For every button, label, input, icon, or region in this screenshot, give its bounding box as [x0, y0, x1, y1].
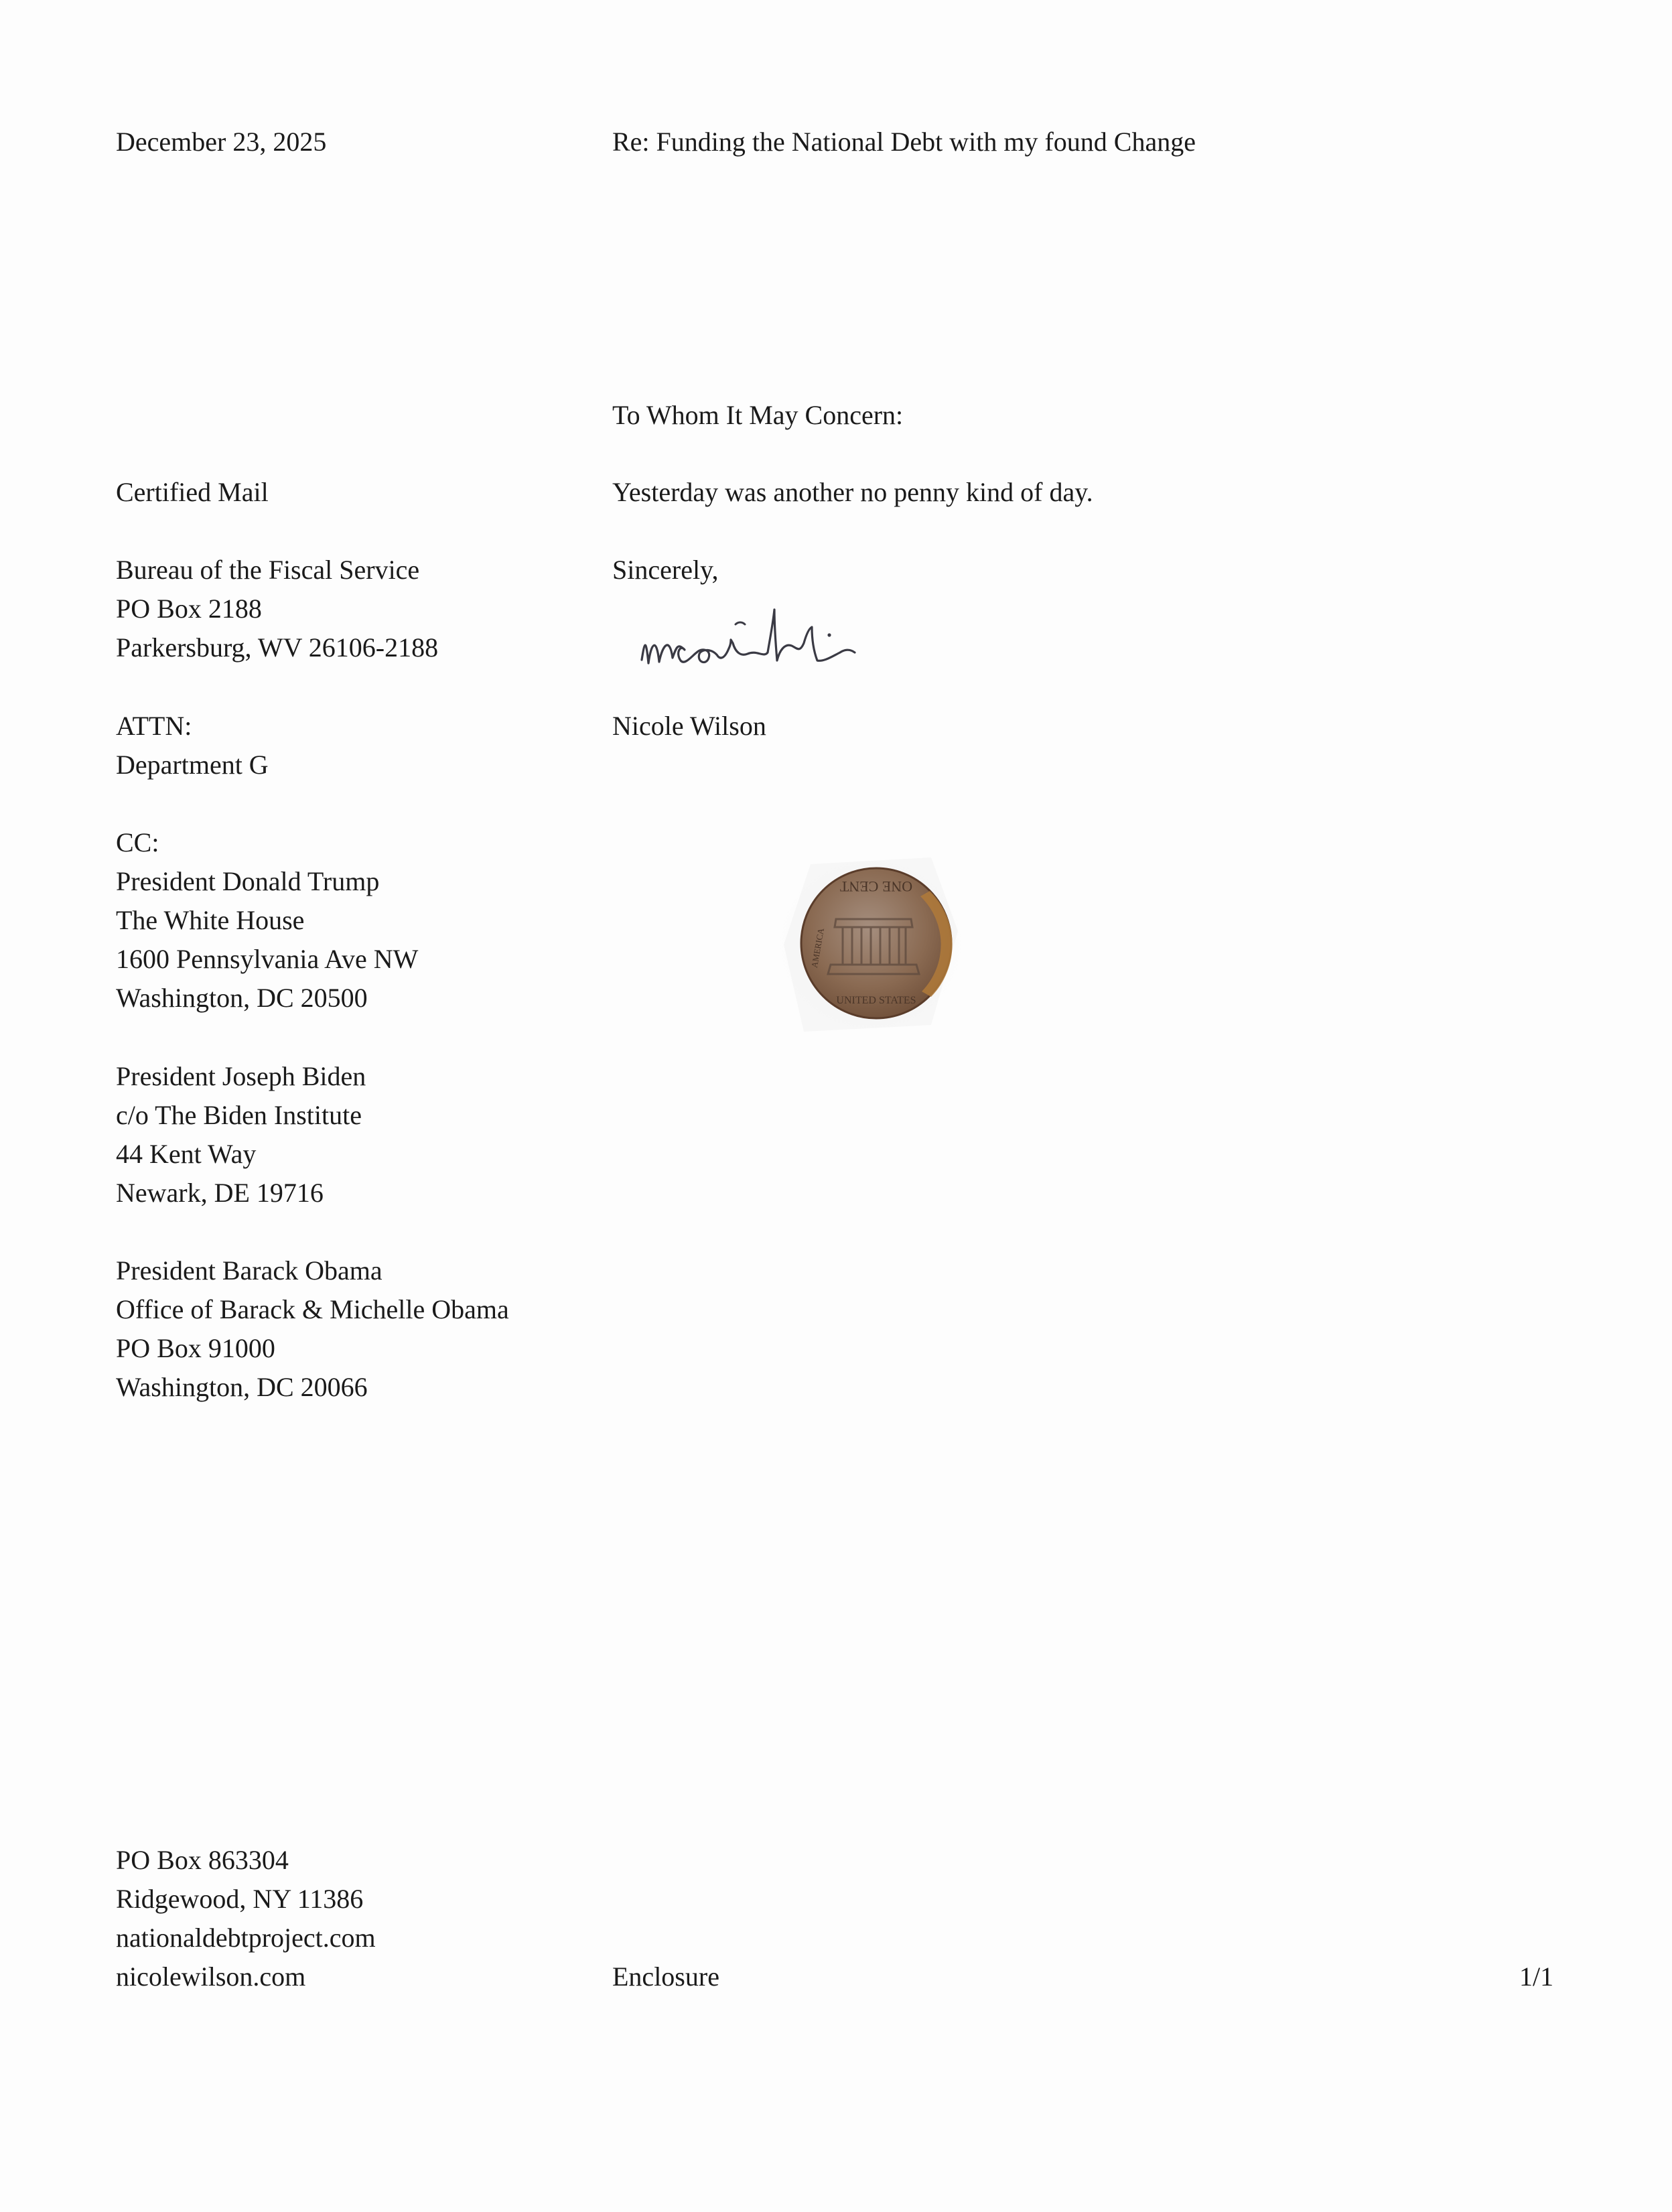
letter-body: Yesterday was another no penny kind of day.	[612, 477, 1093, 507]
letter-subject: Re: Funding the National Debt with my found Change	[612, 127, 1196, 157]
penny-enclosure-image	[764, 837, 978, 1052]
cc-line: c/o The Biden Institute	[116, 1100, 362, 1130]
letter-date: December 23, 2025	[116, 127, 327, 157]
cc-block-biden	[116, 1057, 366, 1213]
attn-label: ATTN:	[116, 711, 192, 741]
cc-line: 44 Kent Way	[116, 1139, 257, 1169]
coin-inscription-top: ONE CENT	[839, 878, 913, 895]
cc-label: CC:	[116, 827, 159, 857]
cc-line: Office of Barack & Michelle Obama	[116, 1294, 509, 1324]
sender-line: PO Box 863304	[116, 1845, 289, 1875]
cc-line: PO Box 91000	[116, 1333, 275, 1363]
recipient-address	[116, 551, 438, 667]
recipient-line: PO Box 2188	[116, 594, 262, 624]
delivery-method: Certified Mail	[116, 477, 269, 507]
coin-inscription-side: AMERICA	[809, 927, 827, 969]
cc-block-obama	[116, 1251, 509, 1407]
sender-address	[116, 1841, 376, 1996]
attn-block	[116, 707, 269, 784]
cc-line: The White House	[116, 905, 305, 935]
sender-line: Ridgewood, NY 11386	[116, 1884, 364, 1914]
signer-name: Nicole Wilson	[612, 711, 766, 741]
cc-line: Newark, DE 19716	[116, 1178, 324, 1208]
attn-value: Department G	[116, 750, 269, 780]
cc-line: Washington, DC 20500	[116, 983, 368, 1013]
recipient-line: Bureau of the Fiscal Service	[116, 555, 420, 585]
cc-line: 1600 Pennsylvania Ave NW	[116, 944, 419, 974]
sender-line: nationaldebtproject.com	[116, 1923, 376, 1953]
cc-line: Washington, DC 20066	[116, 1372, 368, 1402]
closing: Sincerely,	[612, 555, 719, 585]
page-number: 1/1	[1519, 1961, 1554, 1992]
salutation: To Whom It May Concern:	[612, 400, 904, 430]
enclosure-label: Enclosure	[612, 1961, 719, 1992]
sender-line: nicolewilson.com	[116, 1961, 306, 1992]
cc-block-trump	[116, 823, 418, 1018]
cc-line: President Donald Trump	[116, 866, 380, 896]
signature-image	[636, 596, 958, 683]
coin-inscription-bottom: UNITED STATES	[836, 995, 916, 1006]
cc-line: President Joseph Biden	[116, 1061, 366, 1091]
recipient-line: Parkersburg, WV 26106-2188	[116, 632, 439, 663]
cc-line: President Barack Obama	[116, 1255, 382, 1286]
